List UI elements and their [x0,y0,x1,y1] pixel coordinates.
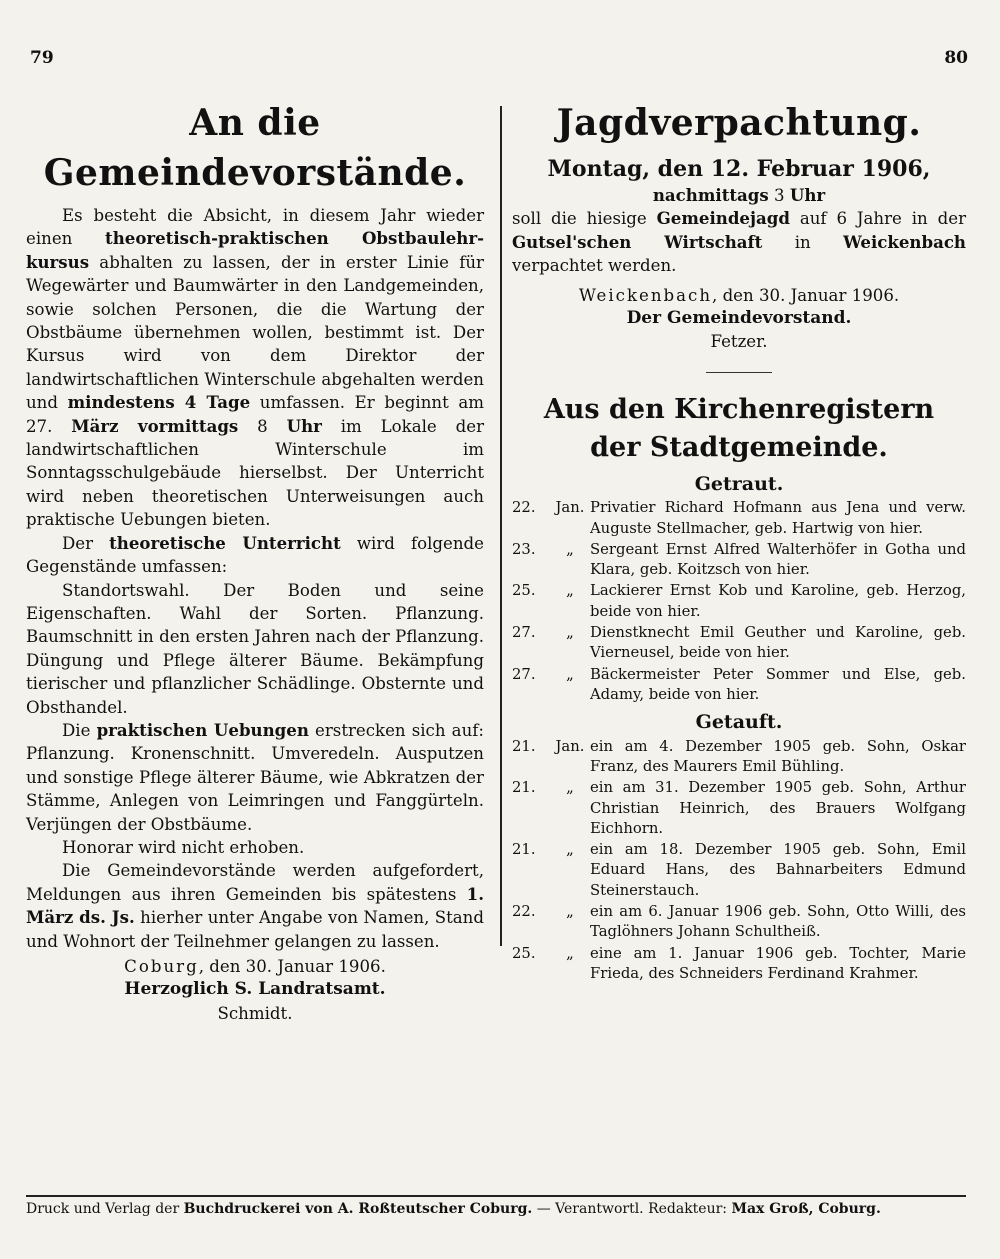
list-item [512,840,966,901]
list-item [512,581,966,622]
church-register-title-2: der Stadtgemeinde. [590,431,888,463]
hunt-paragraph: soll die hiesige Gemeindejagd auf 6 Jahre in der Gutsel'schen Wirtschaft in Weickenbach verpachtet werden. [512,208,966,276]
right-signature-name: Fetzer. [710,332,768,352]
entry-month: „ [566,779,574,797]
left-paragraph-6: Die Gemeindevorstände werden aufgefordert, Meldungen aus ihren Gemeinden bis spätestens 1. März ds. Js. hierher unter Angabe von Namen, Stand und Wohnort der Teilnehmer gelangen zu lassen. [26,861,484,951]
left-title: An die Gemeindevorstände. [43,102,467,194]
left-paragraph-4: Die praktischen Uebungen erstrecken sich auf: Pflanzung. Kronenschnitt. Umveredeln. Ausputzen und sonstige Pflege älterer Bäume, wie Abkratzen der Stämme, Anlegen von Leimringen und Fanggürteln. Verjüngen der Obstbäume. [26,719,484,834]
page-number-right: 80 [944,48,968,68]
entry-day: 21. [512,737,536,755]
left-paragraph-1: Es besteht die Absicht, in diesem Jahr wieder einen theoretisch-praktischen Obstbaulehr-kursus abhalten zu lassen, der in erster Linie für Wegewärter und Baumwärter in den Landgemeinden, sowie solchen Personen, die die Wartung der Obstbäume übernehmen wollen, bestimmt ist. Der Kursus wird von dem Direktor der landwirtschaftlichen Winterschule abgehalten werden und mindestens 4 Tage umfassen. Er beginnt am 27. März vormittags 8 Uhr im Lokale der landwirtschaftlichen Winterschule im Sonntagsschulgebäude hierselbst. Der Unterricht wird neben theoretischen Unterweisungen auch praktische Uebungen bieten. [26,206,485,530]
hunt-time: nachmittags 3 Uhr [652,185,826,205]
left-paragraph-2: Der theoretische Unterricht wird folgende Gegenstände umfassen: [26,532,484,577]
entry-text: ein am 31. Dezember 1905 geb. Sohn, Arthur Christian Heinrich, des Brauers Wolfgang Eichhorn. [590,779,966,837]
left-signature-org: Herzoglich S. Landratsamt. [124,979,386,1000]
right-signature-org: Der Gemeindevorstand. [626,308,852,329]
entry-day: 22. [512,499,536,517]
left-signature-name: Schmidt. [217,1003,293,1023]
list-item [512,737,966,778]
entry-day: 27. [512,665,536,683]
footer-rule [26,1195,966,1197]
column-divider [500,106,502,946]
entry-text: ein am 18. Dezember 1905 geb. Sohn, Emil Eduard Hans, des Bahnarbeiters Edmund Steinerstauch. [590,841,966,899]
entry-text: eine am 1. Januar 1906 geb. Tochter, Marie Frieda, des Schneiders Ferdinand Krahmer. [590,944,966,982]
list-item [512,540,966,581]
married-list [512,498,966,705]
list-item [512,778,966,839]
entry-month: „ [566,582,574,600]
left-date-line: Coburg, den 30. Januar 1906. [124,957,386,976]
list-item [512,623,966,664]
entry-day: 22. [512,903,536,920]
entry-month: Jan. [555,499,585,517]
entry-month: „ [566,841,574,859]
list-item [512,902,966,943]
right-title: Jagdverpachtung. [556,102,922,144]
entry-day: 23. [512,540,536,558]
list-item [512,944,966,985]
entry-month: „ [566,624,574,642]
entry-text: ein am 4. Dezember 1905 geb. Sohn, Oskar Franz, des Maurers Emil Bühling. [590,737,966,775]
left-paragraph-3: Standortswahl. Der Boden und seine Eigenschaften. Wahl der Sorten. Pflanzung. Baumschnitt in den ersten Jahren nach der Pflanzung. Düngung und Pflege älterer Bäume. Bekämpfung tierischer und pflanzlicher Schädlinge. Obsternte und Obsthandel. [26,580,484,717]
hunt-date-heading: Montag, den 12. Februar 1906, [547,156,931,182]
entry-day: 27. [512,624,536,642]
right-column [512,98,966,985]
list-item [512,665,966,706]
entry-day: 25. [512,944,536,962]
entry-month: „ [566,944,574,962]
married-heading: Getraut. [694,472,784,495]
entry-text: Privatier Richard Hofmann aus Jena und verw. Auguste Stellmacher, geb. Hartwig von hier. [590,499,966,537]
page-number-left: 79 [30,48,54,68]
entry-text: Sergeant Ernst Alfred Walterhöfer in Gotha und Klara, geb. Koitzsch von hier. [590,540,966,579]
entry-month: „ [566,540,574,558]
entry-text: Bäckermeister Peter Sommer und Else, geb. Adamy, beide von hier. [590,665,966,703]
entry-month: „ [566,665,574,683]
entry-text: Dienstknecht Emil Geuther und Karoline, geb. Vierneusel, beide von hier. [590,624,966,662]
entry-text: ein am 6. Januar 1906 geb. Sohn, Otto Willi, des Taglöhners Johann Schultheiß. [590,903,966,941]
left-column [26,98,484,1025]
right-date-line: Weickenbach, den 30. Januar 1906. [578,285,900,305]
church-register-title-1: Aus den Kirchenregistern [543,393,935,425]
left-paragraph-5: Honorar wird nicht erhoben. [62,837,305,857]
entry-month: „ [566,903,574,920]
entry-day: 21. [512,841,536,859]
baptized-heading: Getauft. [695,711,783,734]
section-rule [706,372,772,373]
entry-month: Jan. [555,737,585,755]
entry-day: 21. [512,779,536,797]
entry-day: 25. [512,582,536,600]
baptized-list [512,737,966,985]
entry-text: Lackierer Ernst Kob und Karoline, geb. Herzog, beide von hier. [590,582,966,620]
imprint-footer: Druck und Verlag der Buchdruckerei von A. Roßteutscher Coburg. — Verantwortl. Redakteur: Max Groß, Coburg. [26,1201,881,1217]
list-item [512,498,966,539]
